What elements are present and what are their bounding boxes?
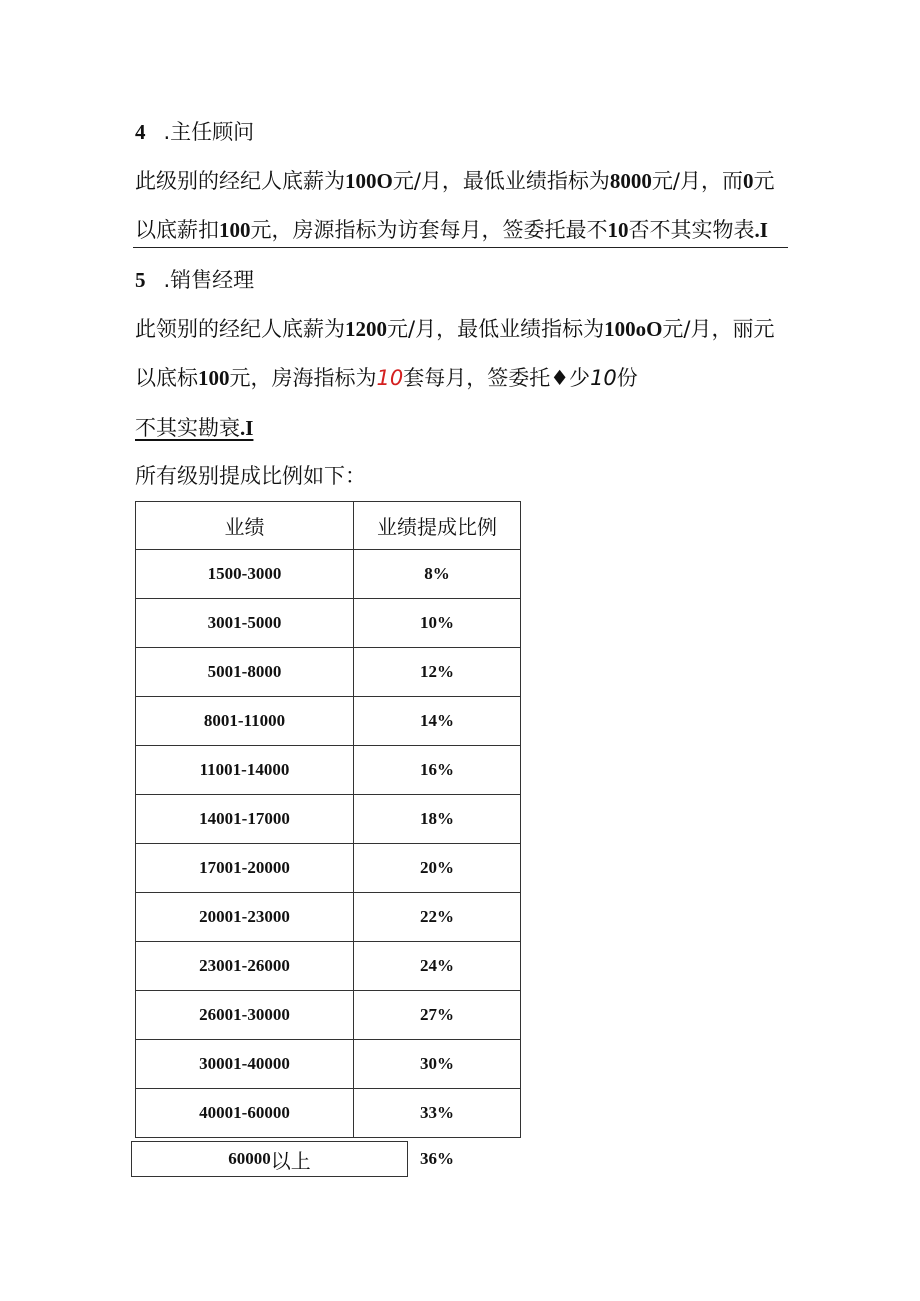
table-row: [136, 550, 521, 599]
table-row: [136, 844, 521, 893]
commission-rate-cell: 16%: [354, 746, 521, 795]
text: 不其实勘衰: [135, 416, 240, 440]
commission-table: [135, 501, 521, 1138]
commission-rate-cell: 27%: [354, 991, 521, 1040]
section-4-heading: [135, 122, 254, 143]
table-row: [136, 648, 521, 697]
performance-range-cell: 23001-26000: [136, 942, 354, 991]
text: 否: [628, 218, 650, 242]
table-row: [136, 1040, 521, 1089]
performance-range-cell: 40001-60000: [136, 1089, 354, 1138]
text: 不其实物表: [649, 218, 755, 242]
table-row: [136, 746, 521, 795]
table-row: [136, 795, 521, 844]
section-number: 5: [135, 268, 146, 292]
table-row: [136, 991, 521, 1040]
text: 元/月，丽元: [662, 317, 775, 341]
highlighted-number: 10: [376, 366, 404, 390]
commission-rate-cell: 10%: [354, 599, 521, 648]
text: 元: [753, 169, 775, 193]
table-row: [136, 599, 521, 648]
performance-range-cell: 11001-14000: [136, 746, 354, 795]
last-row-number: 60000: [228, 1149, 271, 1168]
divider-rule: [133, 247, 788, 248]
column-header-rate: 业绩提成比例: [354, 502, 521, 550]
section-5-paragraph-line-1: [135, 319, 775, 340]
performance-range-cell: 17001-20000: [136, 844, 354, 893]
performance-range-cell: 20001-23000: [136, 893, 354, 942]
section-5-paragraph-line-3: [135, 418, 253, 439]
table-row: [136, 942, 521, 991]
text: 以底薪扣: [135, 218, 219, 242]
last-row-suffix: 以上: [270, 1148, 311, 1173]
text: 元，房源指标为访套每月，签委托最不: [250, 218, 608, 242]
number: 100: [198, 366, 230, 390]
number: 10: [590, 366, 617, 390]
number: 8000: [609, 169, 652, 193]
table-row: [136, 1089, 521, 1138]
table-row: [136, 697, 521, 746]
text: 元/月，最低业绩指标为: [387, 317, 605, 341]
section-title: .主任顾问: [163, 120, 255, 144]
section-title: .销售经理: [163, 268, 255, 292]
text: 元，房海指标为: [229, 366, 377, 390]
last-row-range: [131, 1141, 408, 1177]
text: 元/月，而: [651, 169, 743, 193]
number: .I: [240, 416, 254, 440]
section-5-heading: [135, 270, 254, 291]
commission-rate-cell: 8%: [354, 550, 521, 599]
table-header-row: [136, 502, 521, 550]
number: 1200: [345, 317, 387, 341]
commission-rate-cell: 30%: [354, 1040, 521, 1089]
commission-rate-cell: 33%: [354, 1089, 521, 1138]
number: .I: [754, 218, 768, 242]
commission-rate-cell: 20%: [354, 844, 521, 893]
text: 以底标: [135, 366, 198, 390]
performance-range-cell: 30001-40000: [136, 1040, 354, 1089]
section-5-paragraph-line-2: [135, 368, 638, 389]
section-4-paragraph-line-1: [135, 171, 775, 192]
commission-rate-cell: 24%: [354, 942, 521, 991]
performance-range-cell: 14001-17000: [136, 795, 354, 844]
number: 10: [607, 218, 629, 242]
performance-range-cell: 26001-30000: [136, 991, 354, 1040]
text: 份: [616, 366, 638, 390]
number: 100oO: [604, 317, 663, 341]
section-4-paragraph-line-2: [135, 220, 768, 241]
performance-range-cell: 8001-11000: [136, 697, 354, 746]
number: 0: [743, 169, 754, 193]
text: 套每月，签委托♦少: [403, 366, 591, 390]
performance-range-cell: 3001-5000: [136, 599, 354, 648]
commission-rate-cell: 18%: [354, 795, 521, 844]
number: 100O: [345, 169, 393, 193]
table-row: [136, 893, 521, 942]
text: 元/月，最低业绩指标为: [392, 169, 610, 193]
number: 100: [219, 218, 251, 242]
commission-rate-cell: 12%: [354, 648, 521, 697]
commission-rate-cell: 22%: [354, 893, 521, 942]
last-row-rate: 36%: [420, 1149, 454, 1168]
text: 此领别的经纪人底薪为: [135, 317, 345, 341]
commission-rate-cell: 14%: [354, 697, 521, 746]
column-header-performance: 业绩: [136, 502, 354, 550]
section-number: 4: [135, 120, 146, 144]
performance-range-cell: 1500-3000: [136, 550, 354, 599]
text: 此级别的经纪人底薪为: [135, 169, 345, 193]
table-intro: 所有级别提成比例如下：: [135, 464, 366, 488]
performance-range-cell: 5001-8000: [136, 648, 354, 697]
